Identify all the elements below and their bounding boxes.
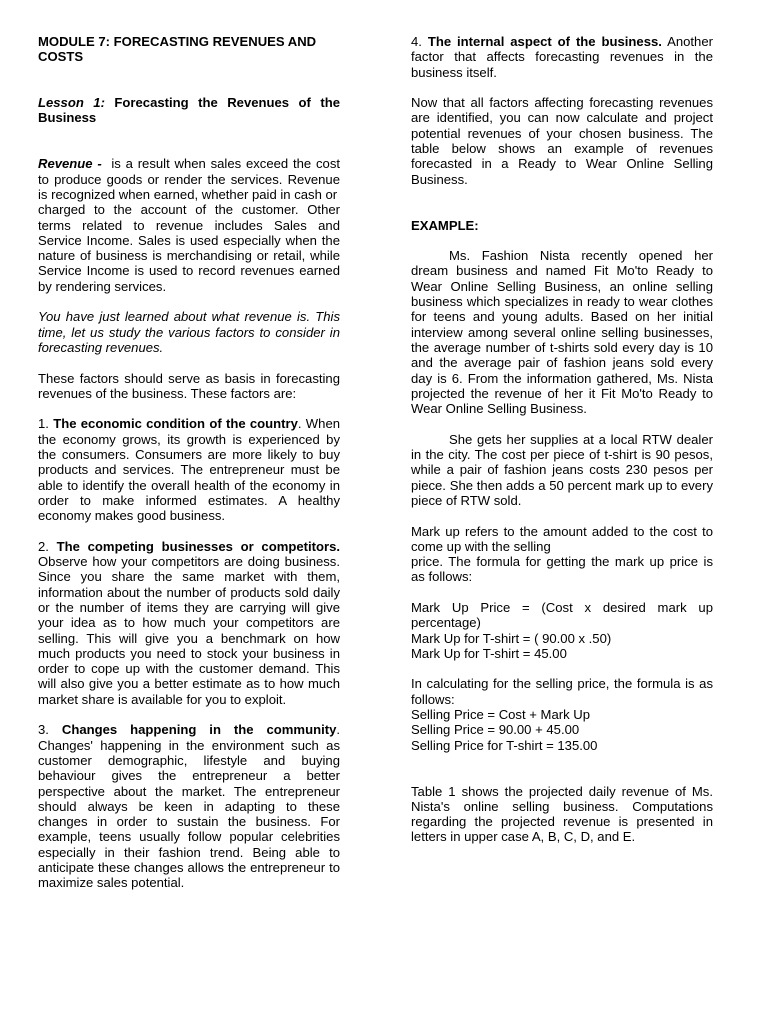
factor-2	[38, 539, 340, 707]
factor-2-heading: The competing businesses or competitors.	[56, 538, 341, 554]
markup-definition-1: Mark up refers to the amount added to the cost to come up with the selling	[411, 523, 713, 554]
factor-3-number: 3.	[38, 722, 49, 738]
selling-calculation: Selling Price = 90.00 + 45.00	[411, 722, 580, 738]
factor-3	[38, 722, 340, 890]
module-title: MODULE 7: FORECASTING REVENUES AND COSTS	[38, 34, 317, 65]
example-paragraph-2: She gets her supplies at a local RTW dealer in the city. The cost per piece of t-shirt is 90 pesos, while a pair of fashion jeans costs 230 pesos per piece. She then adds a 50 percent mark up to every piece of RTW sold.	[411, 431, 713, 508]
example-label	[411, 218, 713, 233]
italic-note	[38, 309, 340, 355]
revenue-term: Revenue -	[38, 156, 102, 172]
lesson-heading	[38, 95, 340, 126]
revenue-definition-part2: charged to the account of the customer. Other terms related to revenue includes Sales and Service Income. Sales is used especially when the nature of business is merchandising or retail, while Service Income is used to record revenues earned by rendering services.	[38, 202, 340, 294]
revenue-definition-part1: is a result when sales exceed the cost to produce goods or render the services. Revenue is recognized when earned, whether paid in cash or	[38, 156, 341, 202]
markup-definition-2: price. The formula for getting the mark up price is as follows:	[411, 554, 713, 585]
lesson-title: Forecasting the Revenues of the Business	[38, 95, 340, 126]
factor-1-text: . When the economy grows, its growth is experienced by the consumers. Consumers are more likely to buy products and services. The entrepreneur must be able to identify the overall health of the economy in order to make informed estimates. A healthy economy makes good business.	[38, 416, 341, 524]
factor-2-number: 2.	[38, 538, 49, 554]
selling-result: Selling Price for T-shirt = 135.00	[411, 737, 598, 753]
factor-3-heading: Changes happening in the community	[61, 722, 337, 738]
revenue-definition	[38, 156, 340, 202]
factors-intro: These factors should serve as basis in forecasting revenues of the business. These factors are:	[38, 370, 340, 401]
factor-1-number: 1.	[38, 416, 49, 432]
markup-result: Mark Up for T-shirt = 45.00	[411, 645, 567, 661]
factor-1-heading: The economic condition of the country	[53, 416, 298, 432]
now-paragraph: Now that all factors affecting forecasting revenues are identified, you can now calculate and project potential revenues of your chosen business. The table below shows an example of revenues forecasted in a Ready to Wear Online Selling Business.	[411, 95, 713, 187]
markup-formula: Mark Up Price = (Cost x desired mark up percentage)	[411, 599, 713, 631]
markup-calculation: Mark Up for T-shirt = ( 90.00 x .50)	[411, 630, 612, 646]
factor-4	[411, 34, 713, 80]
italic-note-text: You have just learned about what revenue is. This time, let us study the various factors to consider in forecasting revenues.	[38, 309, 340, 355]
selling-formula: Selling Price = Cost + Mark Up	[411, 707, 591, 723]
factor-4-number: 4.	[411, 34, 422, 49]
table-note: Table 1 shows the projected daily revenue of Ms. Nista's online selling business. Computations regarding the projected revenue is presented in letters in upper case A, B, C, D, and E.	[411, 783, 713, 845]
factor-4-heading: The internal aspect of the business.	[427, 34, 662, 49]
factor-1	[38, 416, 340, 523]
example-label-text: EXAMPLE:	[411, 217, 479, 233]
left-column	[38, 34, 340, 891]
right-column	[411, 34, 713, 845]
factor-3-text: . Changes' happening in the environment such as customer demographic, lifestyle and buying behaviour gives the entrepreneur a better perspective about the market. The entrepreneur should always be keen in adapting to these changes in order to sustain the business. For example, teens usually follow popular celebrities especially in their fashion trend. Being able to anticipate these changes allows the entrepreneur to maximize sales potential.	[38, 722, 340, 891]
lesson-label: Lesson 1:	[38, 95, 105, 111]
factor-4-text: Another factor that affects forecasting revenues in the business itself.	[411, 34, 713, 80]
factor-2-text: Observe how your competitors are doing business. Since you share the same market with them, information about the number of products sold daily or the number of items they are carrying will give your idea as to how much your competitors are selling. This will give you a benchmark on how much products you need to stock your business in order to cope up with the customer demand. This will also give you a better estimate as to how much market share is available for you to exploit.	[38, 554, 340, 707]
selling-intro: In calculating for the selling price, the formula is as follows:	[411, 676, 713, 707]
example-paragraph-1: Ms. Fashion Nista recently opened her dream business and named Fit Mo'to Ready to Wear Online Selling Business, an online selling business which specializes in ready to wear clothes for teens and young adults. Based on her initial interview among several online selling businesses, the average number of t-shirts sold every day is 10 and the average pair of fashion jeans sold every day is 6. From the information gathered, Ms. Nista projected the revenue of her it Fit Mo'to Ready to Wear Online Selling Business.	[411, 248, 713, 417]
